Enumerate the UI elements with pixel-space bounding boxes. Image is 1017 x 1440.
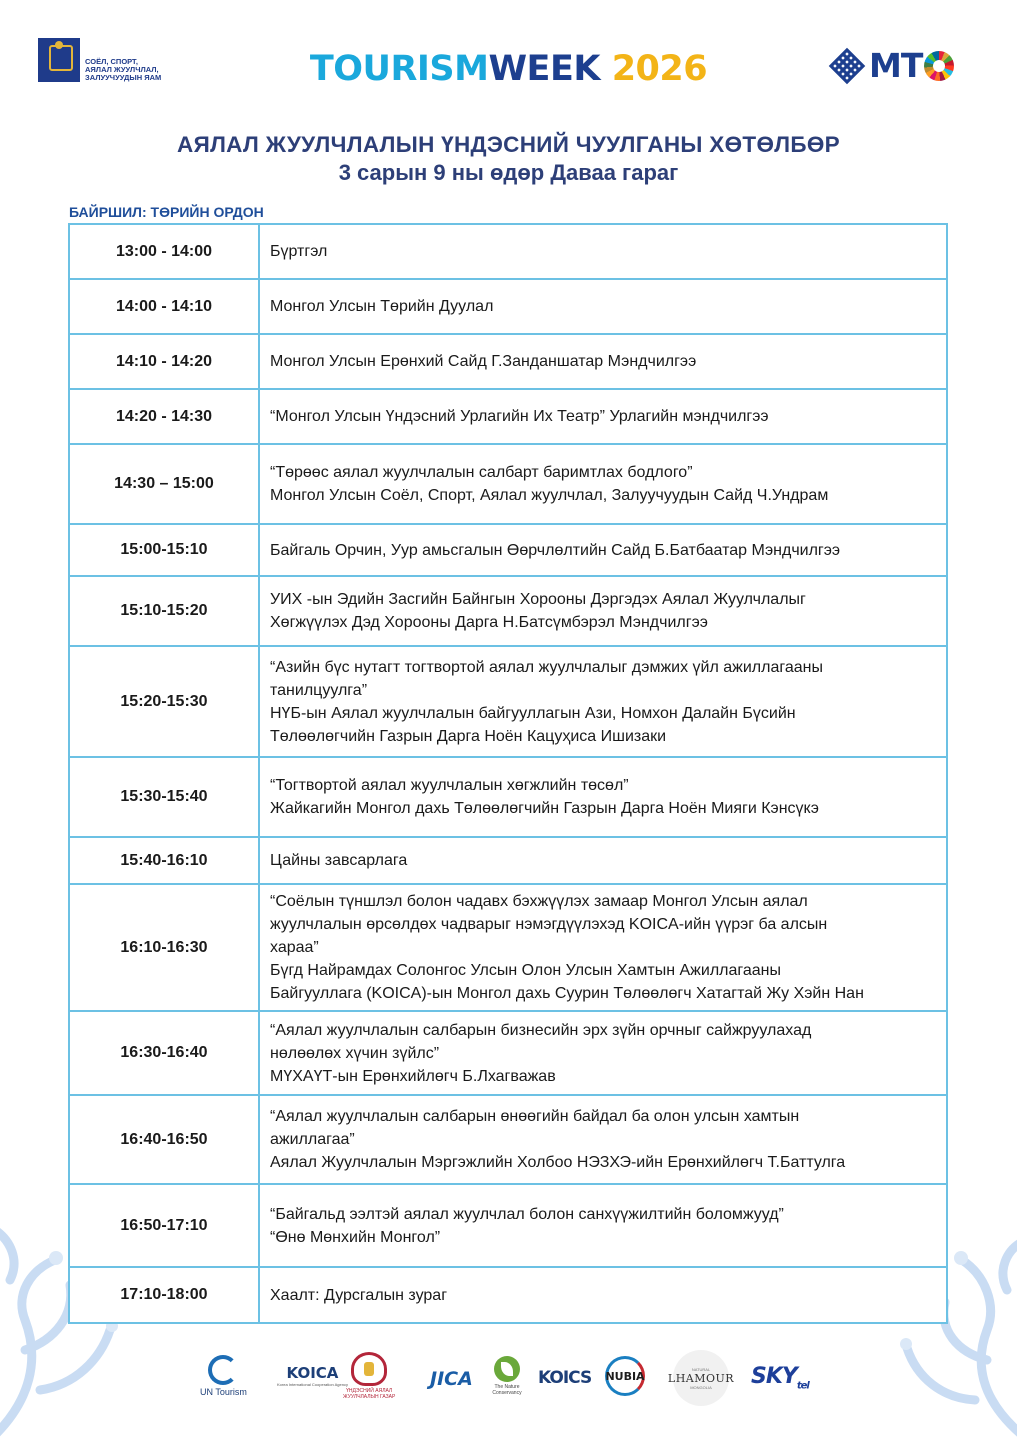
- un-tourism-icon: [208, 1355, 238, 1385]
- tourism-agency-label: ҮНДЭСНИЙ АЯЛАЛ ЖУУЛЧЛАЛЫН ГАЗАР: [343, 1388, 396, 1400]
- time-cell: 16:30-16:40: [69, 1011, 259, 1095]
- description-cell: [259, 1011, 947, 1095]
- description-line: “Төрөөс аялал жуулчлалын салбарт баримтлах бодлого”: [270, 464, 693, 481]
- nature-conservancy-logo: [487, 1356, 527, 1396]
- description-line: Байгууллага (KOICA)-ын Монгол дахь Суурин Төлөөлөгч Хатагтай Жу Хэйн Нан: [270, 985, 864, 1002]
- schedule-row: [69, 444, 947, 524]
- time-cell: 14:30 – 15:00: [69, 444, 259, 524]
- lhamour-logo: [667, 1350, 735, 1406]
- schedule-row: [69, 279, 947, 334]
- lhamour-bottom-label: MONGOLIA: [690, 1384, 712, 1390]
- time-cell: 14:20 - 14:30: [69, 389, 259, 444]
- lhamour-label: LHAMOUR: [667, 1371, 735, 1385]
- skytel-label: [751, 1364, 809, 1391]
- lhamour-top-label: NATURAL: [691, 1366, 711, 1372]
- tourism-agency-logo: [343, 1352, 395, 1400]
- description-cell: [259, 884, 947, 1011]
- sdg-wheel-icon: [924, 51, 954, 81]
- description-line: “Өнө Мөнхийн Монгол”: [270, 1228, 441, 1246]
- skytel-logo: [751, 1364, 809, 1391]
- schedule-row: [69, 524, 947, 576]
- mto-letters: MT: [869, 46, 923, 85]
- time-cell: 14:10 - 14:20: [69, 334, 259, 389]
- time-cell: 15:40-16:10: [69, 837, 259, 884]
- logo-year: 2026: [611, 49, 708, 89]
- schedule-row: [69, 1011, 947, 1095]
- description-line: “Аялал жуулчлалын салбарын бизнесийн эрх зүйн орчныг сайжруулахад: [270, 1021, 812, 1039]
- koica-sub-label: Korea International Cooperation Agency: [277, 1382, 348, 1387]
- description-line: НҮБ-ын Аялал жуулчлалын байгууллагын Ази, Номхон Далайн Бүсийн: [270, 704, 796, 722]
- description-line: “Азийн бүс нутагт тогтвортой аялал жуулчлалыг дэмжих үйл ажиллагааны: [270, 658, 823, 676]
- page-subtitle: 3 сарын 9 ны өдөр Даваа гараг: [338, 160, 679, 185]
- nature-conservancy-label: The Nature Conservancy: [492, 1384, 522, 1396]
- nubia-logo: [605, 1356, 645, 1396]
- description-cell: [259, 444, 947, 524]
- description-cell: [259, 524, 947, 576]
- mto-wordmark: [869, 46, 954, 85]
- description-line: Хаалт: Дурсгалын зураг: [270, 1286, 448, 1304]
- description-line: жуулчлалын өрсөлдөх чадварыг нэмэгдүүлэхэд KOICA-ийн үүрэг ба алсын: [270, 916, 828, 933]
- schedule-row: [69, 884, 947, 1011]
- schedule-row: [69, 224, 947, 279]
- koics-label: KOICS: [538, 1368, 592, 1388]
- schedule-row: [69, 757, 947, 837]
- description-line: Бүгд Найрамдах Солонгос Улсын Олон Улсын Хамтын Ажиллагааны: [270, 962, 782, 979]
- jica-logo: [430, 1368, 473, 1390]
- logo-tourism: TOURISM: [309, 49, 489, 89]
- description-line: Хөгжүүлэх Дэд Хорооны Дарга Н.Батсүмбэрэл Мэндчилгээ: [270, 614, 708, 631]
- description-cell: [259, 279, 947, 334]
- description-line: Цайны завсарлага: [270, 852, 408, 869]
- skytel-main: SKY: [751, 1364, 797, 1389]
- description-line: нөлөөлөх хүчин зүйлс”: [270, 1044, 440, 1062]
- description-line: Жайкагийн Монгол дахь Төлөөлөгчийн Газрын Дарга Ноён Мияги Кэнсүкэ: [270, 800, 819, 817]
- jica-label: JICA: [430, 1368, 473, 1390]
- description-cell: [259, 837, 947, 884]
- description-cell: [259, 1184, 947, 1267]
- koica-logo: [277, 1364, 348, 1387]
- logo-week: WEEK: [488, 49, 600, 89]
- schedule-row: [69, 1184, 947, 1267]
- description-cell: [259, 334, 947, 389]
- nubia-ring-icon: [605, 1356, 645, 1396]
- nubia-label: NUBIA: [605, 1369, 645, 1383]
- koica-label: KOICA: [286, 1364, 339, 1382]
- schedule-row: [69, 837, 947, 884]
- time-cell: 17:10-18:00: [69, 1267, 259, 1323]
- description-line: “Монгол Улсын Үндэсний Урлагийн Их Театр” Урлагийн мэндчилгээ: [270, 408, 769, 425]
- endless-knot-icon: [828, 47, 866, 85]
- time-cell: 15:10-15:20: [69, 576, 259, 646]
- time-cell: 14:00 - 14:10: [69, 279, 259, 334]
- description-line: “Соёлын түншлэл болон чадавх бэхжүүлэх замаар Монгол Улсын аялал: [270, 893, 808, 910]
- un-tourism-label: UN Tourism: [200, 1387, 247, 1397]
- time-cell: 13:00 - 14:00: [69, 224, 259, 279]
- sponsor-logos: [195, 1350, 835, 1410]
- time-cell: 16:10-16:30: [69, 884, 259, 1011]
- description-cell: [259, 1095, 947, 1184]
- description-line: “Аялал жуулчлалын салбарын өнөөгийн байдал ба олон улсын хамтын: [270, 1108, 800, 1125]
- description-cell: [259, 1267, 947, 1323]
- description-line: хараа”: [270, 939, 319, 956]
- description-line: Монгол Улсын Соёл, Спорт, Аялал жуулчлал, Залуучуудын Сайд Ч.Ундрам: [270, 487, 829, 504]
- agency-emblem-icon: [351, 1352, 387, 1386]
- description-line: ажиллагаа”: [270, 1131, 355, 1148]
- leaf-icon: [494, 1356, 520, 1382]
- time-cell: 15:20-15:30: [69, 646, 259, 757]
- description-line: Төлөөлөгчийн Газрын Дарга Ноён Кацуҳиса Ишизаки: [270, 727, 667, 745]
- description-line: УИХ -ын Эдийн Засгийн Байнгын Хорооны Дэргэдэх Аялал Жуулчлалыг: [270, 591, 806, 608]
- description-cell: [259, 646, 947, 757]
- description-cell: [259, 224, 947, 279]
- time-cell: 16:40-16:50: [69, 1095, 259, 1184]
- description-line: “Байгальд ээлтэй аялал жуулчлал болон санхүүжилтийн боломжууд”: [270, 1205, 784, 1223]
- schedule-row: [69, 389, 947, 444]
- page-title: АЯЛАЛ ЖУУЛЧЛАЛЫН ҮНДЭСНИЙ ЧУУЛГАНЫ ХӨТӨЛБӨР: [177, 132, 840, 157]
- schedule-row: [69, 334, 947, 389]
- ministry-name: СОЁЛ, СПОРТ, АЯЛАЛ ЖУУЛЧЛАЛ, ЗАЛУУЧУУДЫН ЯАМ: [85, 57, 162, 82]
- description-line: Монгол Улсын Ерөнхий Сайд Г.Занданшатар Мэндчилгээ: [270, 353, 697, 370]
- description-line: Байгаль Орчин, Уур амьсгалын Өөрчлөлтийн Сайд Б.Батбаатар Мэндчилгээ: [270, 541, 841, 559]
- schedule-table: [68, 223, 948, 1324]
- description-line: “Тогтвортой аялал жуулчлалын хөгжлийн төсөл”: [270, 777, 629, 794]
- location-label: БАЙРШИЛ: ТӨРИЙН ОРДОН: [69, 204, 264, 220]
- description-line: Монгол Улсын Төрийн Дуулал: [270, 298, 494, 315]
- schedule-row: [69, 576, 947, 646]
- time-cell: 15:30-15:40: [69, 757, 259, 837]
- description-cell: [259, 389, 947, 444]
- koics-logo: [538, 1368, 591, 1388]
- time-cell: 15:00-15:10: [69, 524, 259, 576]
- mto-logo: [828, 46, 954, 85]
- description-cell: [259, 757, 947, 837]
- lhamour-badge: [667, 1350, 735, 1406]
- schedule-row: [69, 1267, 947, 1323]
- un-tourism-logo: [200, 1355, 247, 1397]
- description-line: Бүртгэл: [270, 243, 328, 260]
- description-line: МҮХАҮТ-ын Ерөнхийлөгч Б.Лхагважав: [270, 1067, 556, 1085]
- time-cell: 16:50-17:10: [69, 1184, 259, 1267]
- description-cell: [259, 576, 947, 646]
- schedule-row: [69, 1095, 947, 1184]
- description-line: танилцуулга”: [270, 681, 368, 699]
- skytel-sub: tel: [796, 1380, 809, 1392]
- schedule-row: [69, 646, 947, 757]
- description-line: Аялал Жуулчлалын Мэргэжлийн Холбоо НЭЗХЭ-ийн Ерөнхийлөгч Т.Баттулга: [270, 1154, 846, 1171]
